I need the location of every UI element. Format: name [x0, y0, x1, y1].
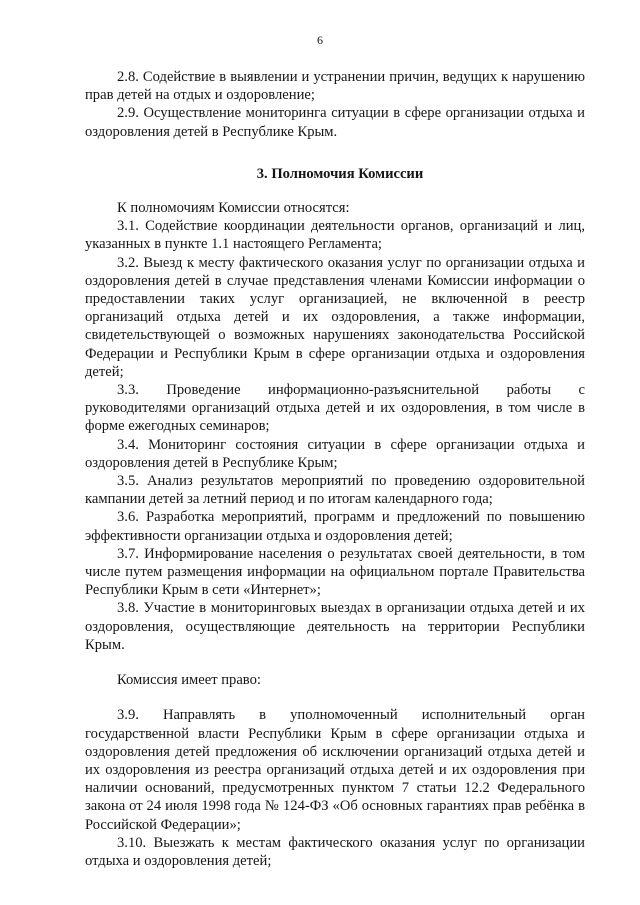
paragraph-3-5: 3.5. Анализ результатов мероприятий по проведению оздоровительной кампании детей за летний период и по итогам календарного года; — [85, 473, 585, 508]
rights-intro: Комиссия имеет право: — [117, 672, 261, 689]
paragraph-3-1: 3.1. Содействие координации деятельности органов, организаций и лиц, указанных в пункте 1.1 настоящего Регламента; — [85, 218, 585, 253]
paragraph-3-3: 3.3. Проведение информационно-разъяснительной работы с руководителями организаций отдыха детей и их оздоровления, в том числе в форме ежегодных семинаров; — [85, 382, 585, 435]
paragraph-3-6: 3.6. Разработка мероприятий, программ и предложений по повышению эффективности организации отдыха и оздоровления детей; — [85, 509, 585, 544]
page-number: 6 — [317, 33, 323, 47]
paragraph-2-8: 2.8. Содействие в выявлении и устранении причин, ведущих к нарушению прав детей на отдых и оздоровление; — [85, 69, 585, 104]
paragraph-3-9: 3.9. Направлять в уполномоченный исполнительный орган государственной власти Республики Крым в сфере организации отдыха и оздоровления детей предложения об исключении организаций отдыха детей и их оздоровления из реестра организаций отдыха детей и их оздоровления при наличии оснований, предусмотренных пунктом 7 статьи 12.2 Федерального закона от 24 июля 1998 года № 124-ФЗ «Об основных гарантиях прав ребёнка в Российской Федерации»; — [85, 707, 585, 833]
paragraph-3-7: 3.7. Информирование населения о результатах своей деятельности, в том числе путем размещения информации на официальном портале Правительства Республики Крым в сети «Интернет»; — [85, 545, 585, 599]
powers-intro: К полномочиям Комиссии относятся: — [117, 200, 350, 217]
section-heading: 3. Полномочия Комиссии — [256, 165, 424, 182]
paragraph-3-4: 3.4. Мониторинг состояния ситуации в сфере организации отдыха и оздоровления детей в Республике Крым; — [85, 436, 585, 471]
document-body — [85, 68, 585, 870]
paragraph-2-9: 2.9. Осуществление мониторинга ситуации в сфере организации отдыха и оздоровления детей в Республике Крым. — [85, 105, 585, 140]
paragraph-3-8: 3.8. Участие в мониторинговых выездах в организации отдыха детей и их оздоровления, осуществляющие деятельность на территории Республики Крым. — [85, 600, 585, 653]
paragraph-3-10: 3.10. Выезжать к местам фактического оказания услуг по организации отдыха и оздоровления детей; — [85, 834, 585, 869]
paragraph-3-2: 3.2. Выезд к месту фактического оказания услуг по организации отдыха и оздоровления детей в случае представления членами Комиссии информации о предоставлении таких услуг организацией, не включенной в реестр организаций отдыха детей и их оздоровления, а также информации, свидетельствующей о возможных нарушениях законодательства Российской Федерации и Республики Крым в сфере организации отдыха и оздоровления детей; — [85, 254, 585, 380]
